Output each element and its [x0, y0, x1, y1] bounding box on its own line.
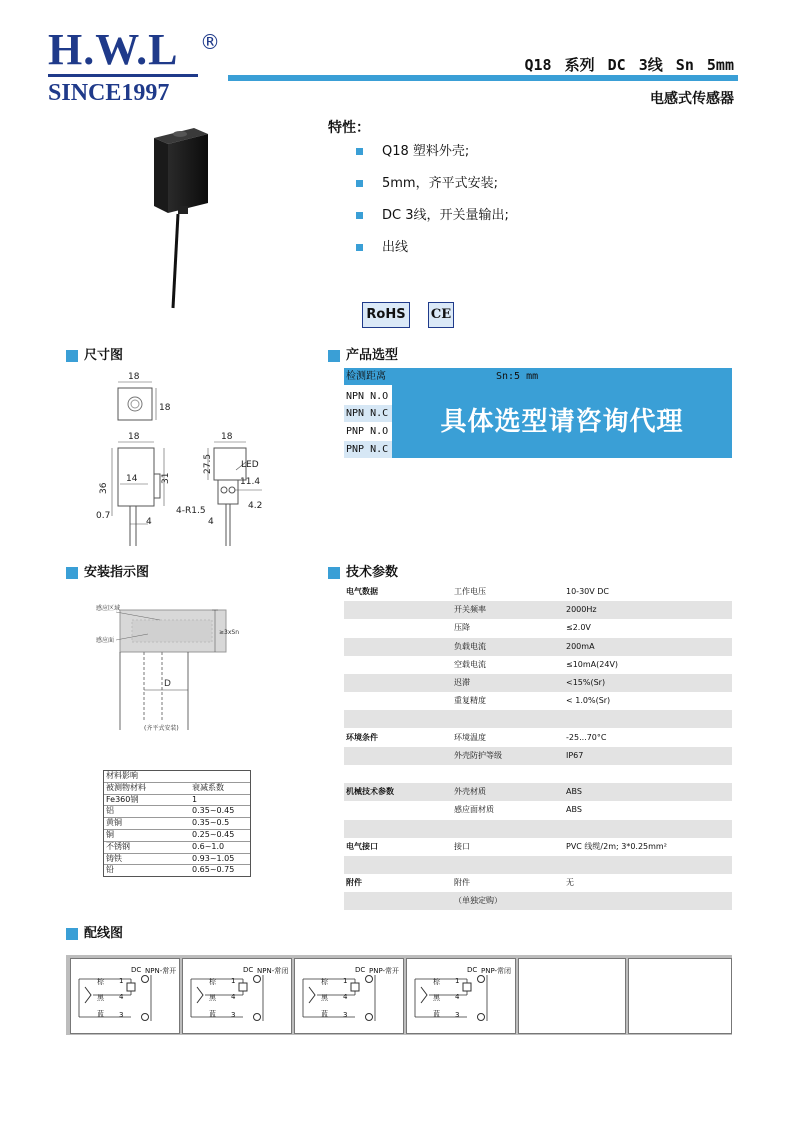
tech-value: ≤10mA(24V): [566, 659, 619, 669]
material-name: 铜: [106, 829, 114, 839]
wiring-box: [182, 958, 292, 1034]
material-factor: 0.35~0.5: [192, 818, 230, 828]
tech-row: [344, 638, 732, 656]
material-row: [104, 806, 250, 818]
tech-value: <15%(Sr): [566, 678, 606, 687]
series-title: Q18 系列 DC 3线 Sn 5mm: [524, 56, 734, 74]
material-factor: 0.25~0.45: [192, 829, 235, 839]
wiring-label: 黑: [433, 994, 440, 1002]
tech-row: [344, 801, 732, 819]
wiring-label: NPN-常开: [145, 967, 177, 975]
dim-label: 18: [159, 403, 171, 413]
tech-value: ABS: [566, 805, 582, 815]
material-factor: 0.65~0.75: [192, 865, 235, 875]
material-row: [104, 865, 250, 876]
wiring-label: DC: [355, 966, 366, 974]
wiring-box: [406, 958, 516, 1034]
material-factor: 0.35~0.45: [192, 806, 235, 816]
tech-row: [344, 674, 732, 692]
material-name: Fe360钢: [106, 794, 139, 804]
section-tech: 技术参数: [328, 565, 398, 581]
wiring-label: 1: [231, 977, 236, 985]
tech-param: 重复精度: [454, 696, 486, 706]
tech-value: < 1.0%(Sr): [566, 696, 611, 706]
material-name: 铸铁: [106, 853, 122, 863]
rohs-badge: RoHS: [362, 302, 410, 328]
material-row: [104, 795, 250, 807]
material-name: 铝: [106, 806, 114, 816]
feature-item: DC 3线，开关量输出;: [356, 208, 509, 240]
selection-row-label: PNP N.O: [346, 426, 389, 437]
material-title: 材料影响: [106, 771, 138, 780]
tech-param: 工作电压: [454, 587, 486, 596]
material-header: 被测物材料: [106, 782, 146, 792]
selection-row-label: NPN N.C: [346, 408, 389, 419]
tech-value: 2000Hz: [566, 605, 597, 615]
wiring-box: [70, 958, 180, 1034]
material-row: [104, 854, 250, 866]
dim-label: 31: [161, 472, 171, 484]
wiring-empty-box: [518, 958, 626, 1034]
material-name: 黄铜: [106, 818, 122, 828]
tech-param: 负载电流: [454, 641, 486, 651]
selection-overlay-text: 具体选型请咨询代理: [440, 407, 684, 437]
registered-mark: ®: [200, 30, 220, 54]
tech-param: 外壳材质: [454, 787, 486, 797]
tech-param: 空载电流: [454, 659, 486, 669]
wiring-label: 1: [343, 977, 348, 985]
section-install: 安装指示图: [66, 565, 149, 581]
tech-category: 机械技术参数: [346, 787, 394, 797]
tech-value: -25...70°C: [566, 732, 607, 742]
material-row: [104, 818, 250, 830]
feature-item: Q18 塑料外壳;: [356, 144, 509, 176]
tech-category: 环境条件: [346, 732, 378, 742]
material-factor: 1: [192, 794, 198, 804]
dim-label: 36: [99, 482, 109, 494]
wiring-label: 黑: [321, 994, 328, 1002]
wiring-label: 蓝: [209, 1010, 216, 1018]
features-list: [356, 144, 509, 272]
wiring-label: 3: [119, 1011, 124, 1019]
material-table: [103, 770, 251, 877]
section-dimensions: 尺寸图: [66, 348, 123, 364]
tech-category: 电气接口: [346, 841, 378, 851]
install-label: ≥3xSn: [219, 629, 240, 636]
wiring-label: 1: [119, 977, 124, 985]
dim-label: 18: [128, 372, 140, 382]
tech-category: 附件: [346, 878, 362, 888]
material-header-row: [104, 783, 250, 795]
tech-row: [344, 892, 732, 910]
product-subtitle: 电感式传感器: [650, 91, 734, 107]
wiring-label: 1: [455, 977, 460, 985]
feature-item: 出线: [356, 240, 509, 272]
tech-row: [344, 729, 732, 747]
install-label: 感应区域: [96, 605, 121, 612]
tech-value: 无: [566, 878, 574, 888]
selection-row-label: NPN N.O: [346, 391, 389, 402]
wiring-label: 4: [343, 993, 348, 1001]
wiring-label: 4: [455, 993, 460, 1001]
header-bar: [228, 75, 738, 81]
tech-value: IP67: [566, 750, 584, 760]
tech-row: [344, 874, 732, 892]
tech-row: [344, 583, 732, 601]
wiring-label: 蓝: [321, 1010, 328, 1018]
dim-label: 4: [146, 517, 152, 527]
tech-row: [344, 765, 732, 783]
material-name: 不锈钢: [106, 841, 130, 851]
wiring-label: NPN-常闭: [257, 967, 289, 975]
tech-param: 压降: [454, 623, 470, 633]
install-label: D: [164, 679, 171, 689]
tech-param: 附件: [454, 878, 470, 888]
material-row: [104, 842, 250, 854]
wiring-box: [294, 958, 404, 1034]
dim-label: 18: [221, 432, 233, 442]
tech-row: [344, 692, 732, 710]
ce-badge: CE: [428, 302, 454, 328]
tech-value: 10-30V DC: [566, 587, 610, 596]
dim-label: 27.5: [203, 453, 213, 474]
dim-label: 18: [128, 432, 140, 442]
section-wiring: 配线图: [66, 926, 123, 942]
material-factor: 0.93~1.05: [192, 853, 235, 863]
tech-value: ABS: [566, 787, 582, 797]
wiring-empty-box: [628, 958, 732, 1034]
tech-row: [344, 710, 732, 728]
wiring-label: 棕: [433, 978, 440, 986]
dim-label: 4.2: [248, 501, 263, 511]
material-header: 衰减系数: [192, 782, 224, 792]
wiring-label: 4: [119, 993, 124, 1001]
material-factor: 0.6~1.0: [192, 841, 225, 851]
feature-item: 5mm，齐平式安装;: [356, 176, 509, 208]
tech-param: 环境温度: [454, 732, 486, 742]
dim-label: 14: [126, 474, 138, 484]
wiring-label: 黑: [97, 994, 104, 1002]
wiring-label: 棕: [321, 978, 328, 986]
selection-row-label: PNP N.C: [346, 444, 389, 455]
tech-value: 200mA: [566, 641, 595, 651]
tech-param: 接口: [454, 841, 470, 851]
tech-row: [344, 856, 732, 874]
tech-row: [344, 601, 732, 619]
material-row: [104, 830, 250, 842]
logo-text: H.W.L: [48, 25, 179, 74]
tech-param: （单独定购）: [454, 896, 502, 906]
wiring-label: 蓝: [97, 1010, 104, 1018]
tech-param: 迟滞: [454, 678, 470, 687]
wiring-label: 黑: [209, 994, 216, 1002]
wiring-label: 3: [231, 1011, 236, 1019]
wiring-label: DC: [467, 966, 478, 974]
tech-param: 开关频率: [454, 605, 486, 615]
wiring-label: 4: [231, 993, 236, 1001]
wiring-label: PNP-常闭: [481, 967, 512, 975]
selection-head-value: Sn:5 mm: [496, 371, 539, 382]
tech-param: 外壳防护等级: [454, 750, 502, 760]
features-title: 特性：: [328, 120, 370, 136]
selection-head-label: 检测距离: [346, 371, 386, 382]
wiring-label: PNP-常开: [369, 967, 400, 975]
wiring-label: 棕: [209, 978, 216, 986]
dimension-drawing: [90, 366, 280, 546]
tech-row: [344, 747, 732, 765]
install-caption: (齐平式安装): [144, 725, 179, 732]
logo-since: SINCE1997: [48, 80, 170, 106]
tech-value: ≤2.0V: [566, 623, 591, 633]
dim-label: 0.7: [96, 511, 111, 521]
wiring-label: DC: [131, 966, 142, 974]
wiring-label: DC: [243, 966, 254, 974]
tech-param: 感应面材质: [454, 805, 494, 815]
tech-value: PVC 线缆/2m; 3*0.25mm²: [566, 841, 667, 851]
wiring-label: 棕: [97, 978, 104, 986]
dim-label: LED: [241, 460, 259, 470]
dim-label: 11.4: [240, 477, 261, 487]
material-name: 铅: [106, 865, 114, 875]
wiring-label: 蓝: [433, 1010, 440, 1018]
material-title-row: [104, 771, 250, 783]
selection-head: [344, 368, 732, 385]
tech-row: [344, 783, 732, 801]
dim-label: 4: [208, 517, 214, 527]
install-diagram: [78, 590, 278, 740]
wiring-label: 3: [343, 1011, 348, 1019]
tech-row: [344, 820, 732, 838]
brand-logo: [48, 25, 220, 106]
dim-label: 4-R1.5: [176, 506, 206, 516]
install-label: 感应面: [96, 637, 115, 644]
wiring-label: 3: [455, 1011, 460, 1019]
tech-row: [344, 619, 732, 637]
logo-underline: [48, 74, 198, 77]
tech-row: [344, 656, 732, 674]
sensor-photo: [140, 118, 240, 318]
tech-category: 电气数据: [346, 587, 378, 596]
section-selection: 产品选型: [328, 348, 398, 364]
tech-row: [344, 838, 732, 856]
